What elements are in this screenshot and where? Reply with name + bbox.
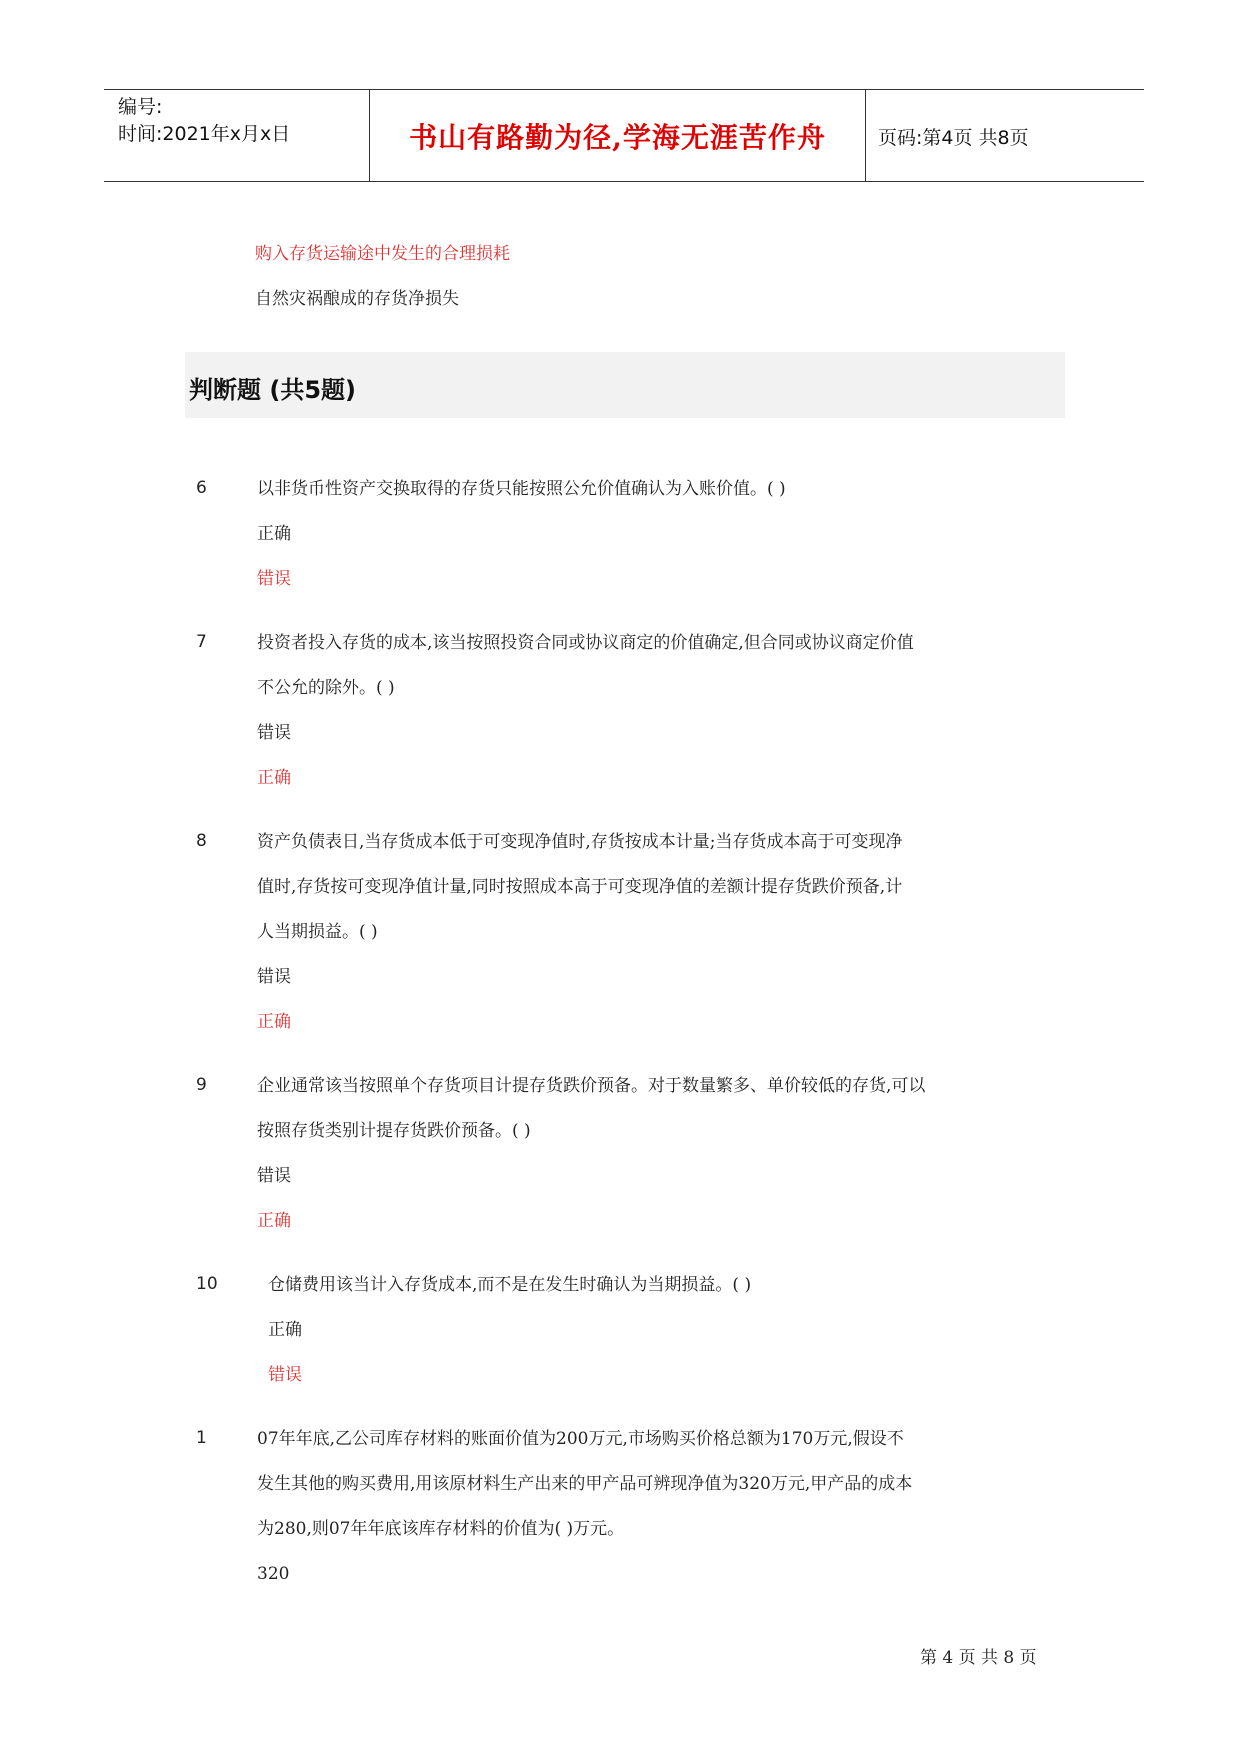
header-info-cell (104, 90, 370, 181)
header-motto-cell (370, 90, 866, 181)
question-text: 企业通常该当按照单个存货项目计提存货跌价预备。对于数量繁多、单价较低的存货,可以 (257, 1076, 926, 1096)
question-number: 6 (196, 478, 207, 498)
question-text: 为280,则07年年底该库存材料的价值为( )万元。 (257, 1519, 625, 1539)
serial-label: 编号: (118, 96, 163, 118)
question-text: 按照存货类别计提存货跌价预备。( ) (257, 1121, 531, 1141)
question-text: 人当期损益。( ) (257, 922, 378, 942)
motto-text: 书山有路勤为径,学海无涯苦作舟 (409, 121, 826, 154)
option-text-answer: 错误 (268, 1365, 302, 1385)
question-text: 以非货币性资产交换取得的存货只能按照公允价值确认为入账价值。( ) (257, 479, 786, 499)
option-text: 正确 (257, 524, 291, 544)
option-text: 自然灾祸酿成的存货净损失 (255, 289, 459, 309)
date-label: 时间:2021年x月x日 (118, 123, 291, 145)
question-text: 投资者投入存货的成本,该当按照投资合同或协议商定的价值确定,但合同或协议商定价值 (257, 633, 914, 653)
question-number: 7 (196, 632, 207, 652)
question-text: 资产负债表日,当存货成本低于可变现净值时,存货按成本计量;当存货成本高于可变现净 (257, 832, 903, 852)
option-text-answer: 正确 (257, 768, 291, 788)
section-heading (185, 352, 1065, 418)
question-text: 仓储费用该当计入存货成本,而不是在发生时确认为当期损益。( ) (268, 1275, 752, 1295)
question-number: 10 (196, 1274, 218, 1294)
question-number: 8 (196, 831, 207, 851)
option-text: 购入存货运输途中发生的合理损耗 (255, 244, 510, 264)
question-number: 9 (196, 1075, 207, 1095)
page-header (104, 89, 1144, 182)
header-page-cell (866, 90, 1144, 181)
question-text: 不公允的除外。( ) (257, 678, 395, 698)
option-text-answer: 错误 (257, 569, 291, 589)
question-text: 值时,存货按可变现净值计量,同时按照成本高于可变现净值的差额计提存货跌价预备,计 (257, 877, 903, 897)
page-footer: 第 4 页 共 8 页 (920, 1648, 1037, 1668)
question-text: 07年年底,乙公司库存材料的账面价值为200万元,市场购买价格总额为170万元,假设不 (257, 1429, 904, 1449)
section-title: 判断题 (共5题) (189, 376, 356, 404)
option-text: 320 (257, 1564, 290, 1584)
page-number-label: 页码:第4页 共8页 (878, 127, 1029, 149)
option-text: 正确 (268, 1320, 302, 1340)
option-text: 错误 (257, 723, 291, 743)
option-text-answer: 正确 (257, 1012, 291, 1032)
question-text: 发生其他的购买费用,用该原材料生产出来的甲产品可辨现净值为320万元,甲产品的成本 (257, 1474, 913, 1494)
option-text: 错误 (257, 1166, 291, 1186)
question-number: 1 (196, 1428, 207, 1448)
option-text: 错误 (257, 967, 291, 987)
option-text-answer: 正确 (257, 1211, 291, 1231)
